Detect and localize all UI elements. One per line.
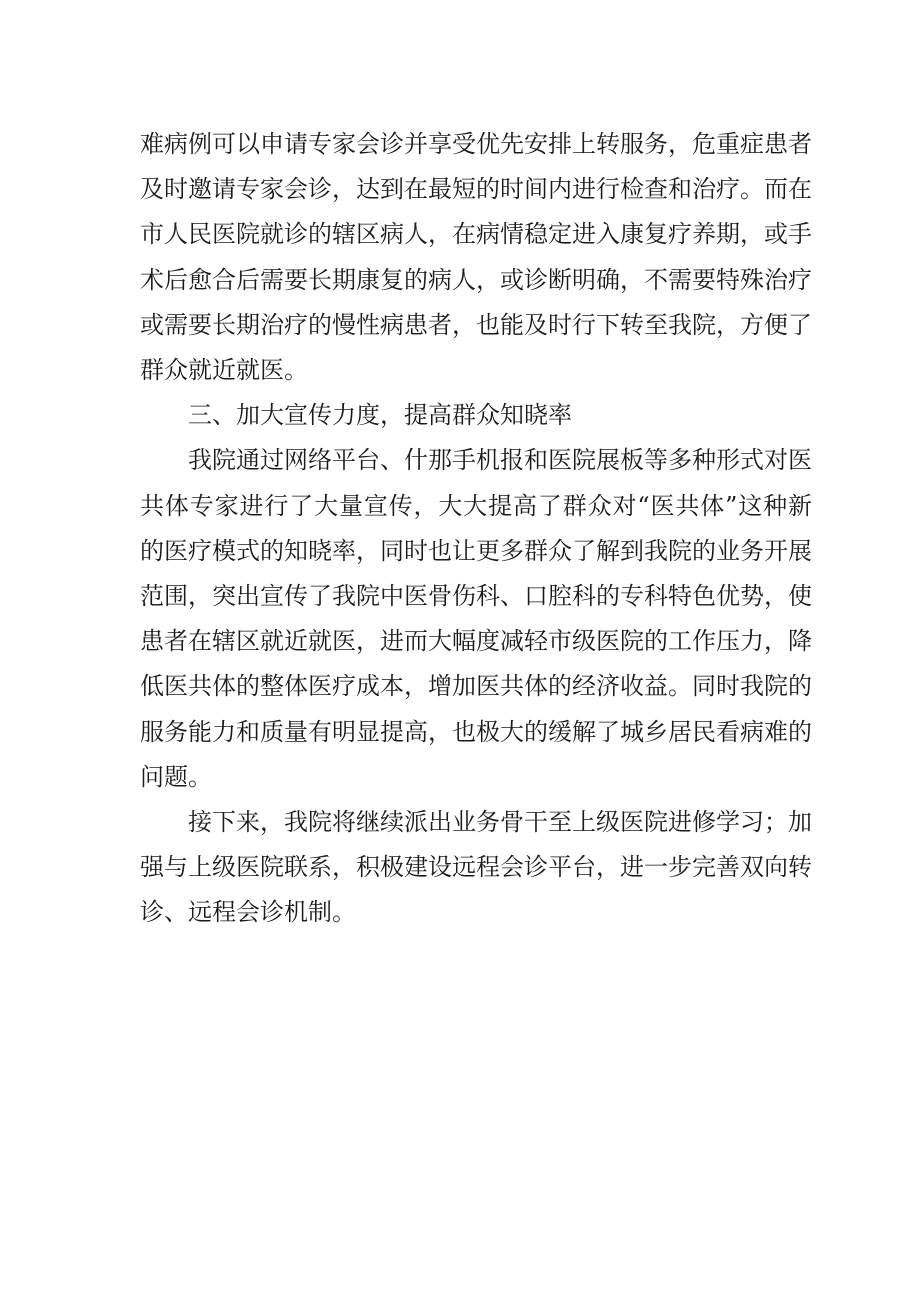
paragraph-next-steps: 接下来，我院将继续派出业务骨干至上级医院进修学习；加强与上级医院联系，积极建设远程会诊平台，进一步完善双向转诊、远程会诊机制。: [140, 808, 812, 927]
paragraph-publicity: 我院通过网络平台、什那手机报和医院展板等多种形式对医共体专家进行了大量宣传，大大提高了群众对“医共体”这种新的医疗模式的知晓率，同时也让更多群众了解到我院的业务开展范围，突出宣传了我院中医骨伤科、口腔科的专科特色优势，使患者在辖区就近就医，进而大幅度减轻市级医院的工作压力，降低医共体的整体医疗成本，增加医共体的经济收益。同时我院的服务能力和质量有明显提高，也极大的缓解了城乡居民看病难的问题。: [140, 446, 812, 791]
section-heading-publicity: 三、加大宣传力度，提高群众知晓率: [188, 401, 572, 430]
document-body: [140, 122, 812, 936]
paragraph-continued-referral: 难病例可以申请专家会诊并享受优先安排上转服务，危重症患者及时邀请专家会诊，达到在最短的时间内进行检查和治疗。而在市人民医院就诊的辖区病人，在病情稳定进入康复疗养期，或手术后愈合后需要长期康复的病人，或诊断明确，不需要特殊治疗或需要长期治疗的慢性病患者，也能及时行下转至我院，方便了群众就近就医。: [140, 130, 812, 385]
